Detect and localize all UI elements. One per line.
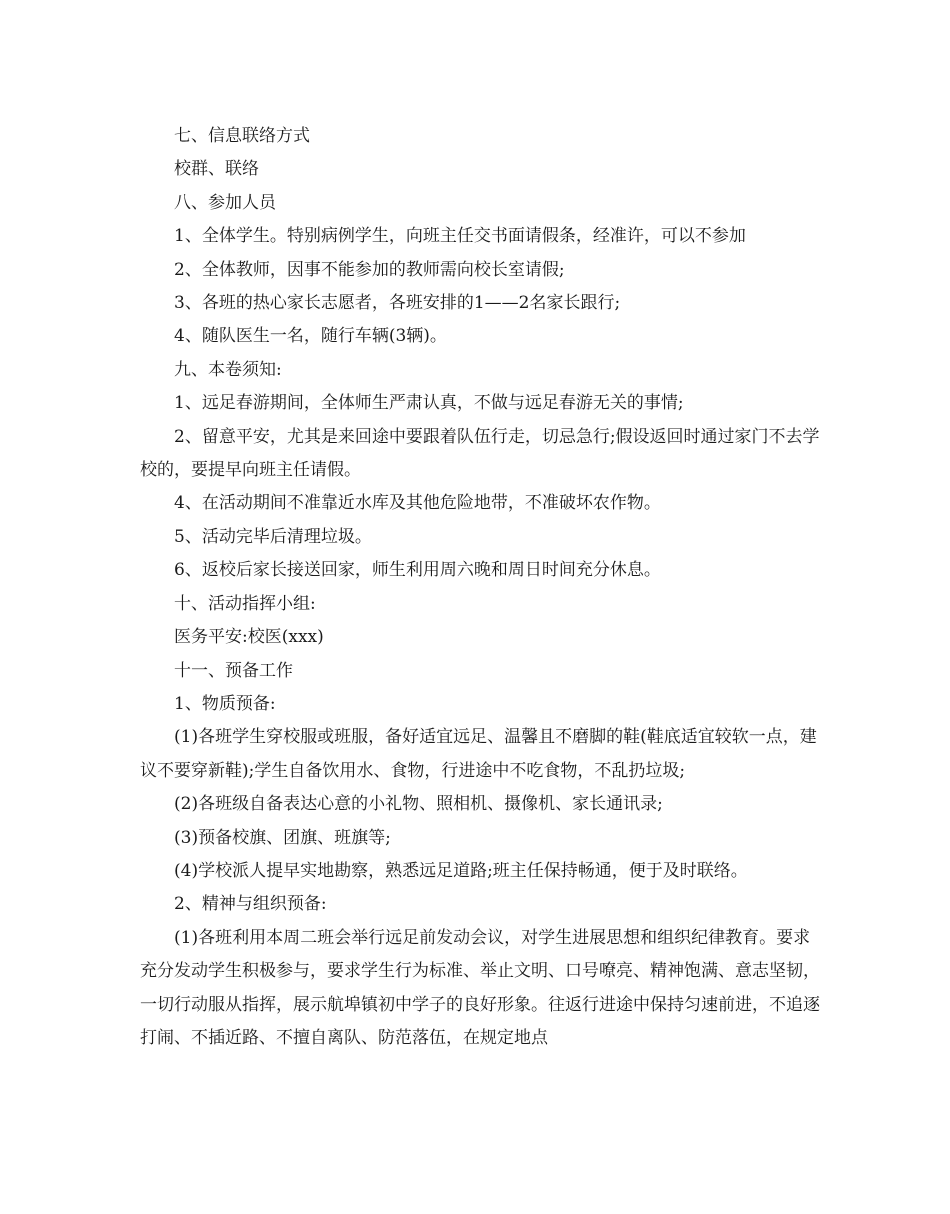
paragraph-participants-1: 1、全体学生。特别病例学生，向班主任交书面请假条，经准许，可以不参加 [174,226,746,247]
paragraph-notice-2: 2、留意平安，尤其是来回途中要跟着队伍行走，切忌急行;假设返回时通过家门不去学校的，要提早向班主任请假。 [140,426,820,481]
paragraph-material-4: (4)学校派人提早实地勘察，熟悉远足道路;班主任保持畅通，便于及时联络。 [174,860,748,881]
heading-command-group: 十、活动指挥小组: [174,593,316,614]
paragraph-notice-6: 6、返校后家长接送回家，师生利用周六晚和周日时间充分休息。 [174,560,661,581]
paragraph-notice-4: 4、在活动期间不准靠近水库及其他危险地带，不准破坏农作物。 [174,493,661,514]
paragraph-material-2: (2)各班级自备表达心意的小礼物、照相机、摄像机、家长通讯录; [174,794,663,815]
paragraph-contact-detail: 校群、联络 [174,159,259,180]
paragraph-medical-safety: 医务平安:校医(xxx) [174,627,324,648]
heading-participants: 八、参加人员 [174,192,276,213]
heading-notices: 九、本卷须知: [174,359,282,380]
paragraph-material-3: (3)预备校旗、团旗、班旗等; [174,827,391,848]
paragraph-spirit-1: (1)各班利用本周二班会举行远足前发动会议，对学生进展思想和组织纪律教育。要求充分发动学生积极参与，要求学生行为标准、举止文明、口号嘹亮、精神饱满、意志坚韧，一切行动服从指挥，展示航埠镇初中学子的良好形象。往返行进途中保持匀速前进，不追逐打闹、不插近路、不擅自离队、防范落伍，在规定地点 [140,927,820,1048]
subheading-spirit-prep: 2、精神与组织预备: [174,894,327,915]
heading-contact-method: 七、信息联络方式 [174,126,310,146]
subheading-material-prep: 1、物质预备: [174,693,276,714]
paragraph-notice-1: 1、远足春游期间，全体师生严肃认真，不做与远足春游无关的事情; [174,393,684,414]
paragraph-material-1: (1)各班学生穿校服或班服，备好适宜远足、温馨且不磨脚的鞋(鞋底适宜较软一点，建议不要穿新鞋);学生自备饮用水、食物，行进途中不吃食物，不乱扔垃圾; [140,727,817,781]
paragraph-participants-4: 4、随队医生一名，随行车辆(3辆)。 [174,326,447,347]
heading-preparation: 十一、预备工作 [174,660,293,681]
paragraph-participants-3: 3、各班的热心家长志愿者，各班安排的1——2名家长跟行; [174,293,621,314]
paragraph-participants-2: 2、全体教师，因事不能参加的教师需向校长室请假; [174,259,565,280]
paragraph-notice-5: 5、活动完毕后清理垃圾。 [174,526,372,547]
document-body [140,120,820,1055]
